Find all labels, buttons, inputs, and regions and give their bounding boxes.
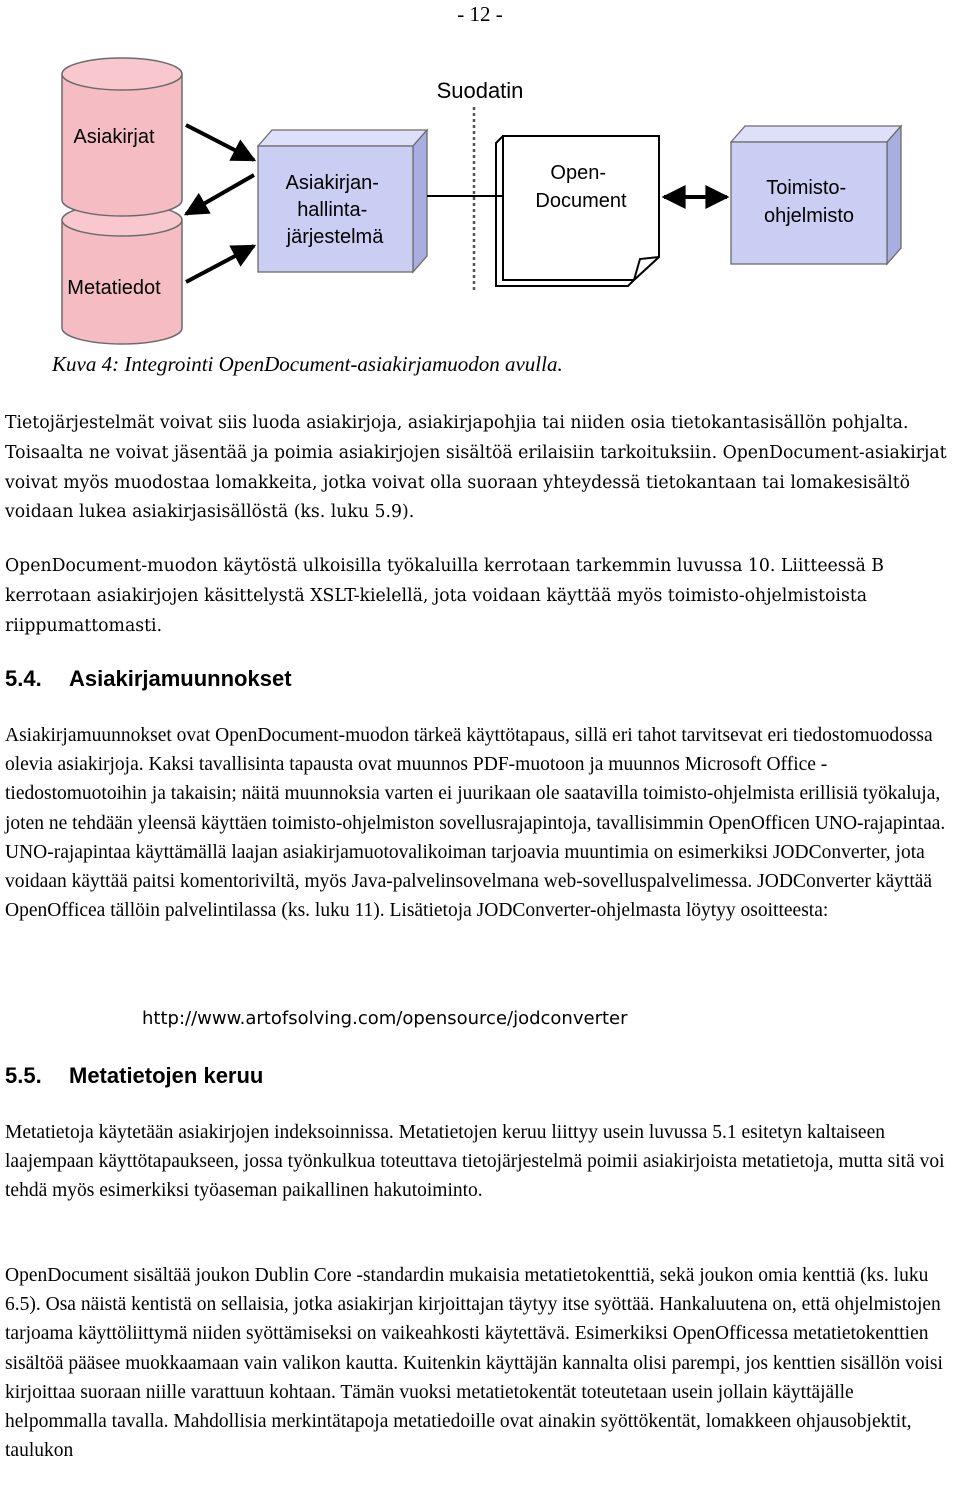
section-heading: [5, 666, 292, 692]
document-label: Open- Document: [535, 162, 627, 212]
cylinder-label-documents: Asiakirjat: [73, 126, 155, 148]
section-number: 5.4.: [5, 666, 42, 691]
figure-caption: Kuva 4: Integrointi OpenDocument-asiakirjamuodon avulla.: [52, 352, 563, 376]
cylinder-dms-arrows: [186, 125, 254, 282]
url-link[interactable]: http://www.artofsolving.com/opensource/jodconverter: [142, 1008, 628, 1029]
page-number: - 12 -: [457, 2, 503, 26]
integration-diagram: [0, 40, 960, 352]
paragraph: Asiakirjamuunnokset ovat OpenDocument-muodon tärkeä käyttötapaus, sillä eri tahot tarvitsevat eri tiedostomuodossa olevia asiakirjoja. Kaksi tavallisinta tapausta ovat muunnos PDF-muotoon ja muunnos Microsoft Office -tiedostomuotoihin ja takaisin; näitä muunnoksia varten ei juurikaan ole saatavilla toimisto-ohjelmista erillisiä työkaluja, joten ne tehdään yleensä käyttäen toimisto-ohjelmiston sovellusrajapintoja, tavallisimmin OpenOfficen UNO-rajapintaa. UNO-rajapintaa käyttämällä laajan asiakirjamuotovalikoiman tarjoavia muuntimia on esimerkiksi JODConverter, jota voidaan käyttää paitsi komentoriviltä, myös Java-palvelinsovelmana web-sovelluspalvelimessa. JODConverter käyttää OpenOfficea tällöin palvelintilassa (ks. luku 11). Lisätietoja JODConverter-ohjelmasta löytyy osoitteesta:: [5, 725, 946, 922]
section-title: Asiakirjamuunnokset: [69, 666, 292, 691]
paragraph: Metatietoja käytetään asiakirjojen indeksoinnissa. Metatietojen keruu liittyy usein luvussa 5.1 esitetyn kaltaiseen laajempaan käyttötapaukseen, jossa työnkulkua toteuttava tietojärjestelmä poimii asiakirjoista metatietoja, mutta sitä voi tehdä myös esimerkiksi työaseman paikallinen hakutoiminto.: [5, 1122, 945, 1202]
cylinder-label-metadata: Metatiedot: [67, 277, 161, 299]
paragraph: OpenDocument-muodon käytöstä ulkoisilla työkaluilla kerrotaan tarkemmin luvussa 10. Liitteessä B kerrotaan asiakirjojen käsittelystä XSLT-kielellä, jota voidaan käyttää myös toimisto-ohjelmistoista riippumattomasti.: [5, 556, 885, 636]
filter-label: Suodatin: [436, 78, 524, 103]
section-title: Metatietojen keruu: [69, 1063, 264, 1088]
metadata-database-icon: [62, 204, 182, 344]
section-number: 5.5.: [5, 1063, 42, 1088]
office-suite-label: Toimisto- ohjelmisto: [763, 177, 855, 227]
dms-label: Asiakirjan- hallinta- järjestelmä: [285, 172, 384, 248]
paragraph: Tietojärjestelmät voivat siis luoda asiakirjoja, asiakirjapohjia tai niiden osia tietokantasisällön pohjalta. Toisaalta ne voivat jäsentää ja poimia asiakirjojen sisältöä erilaisiin tarkoituksiin. OpenDocument-asiakirjat voivat myös muodostaa lomakkeita, jotka voivat olla suoraan yhteydessä tietokantaan tai lomakesisältö voidaan lukea asiakirjasisällöstä (ks. luku 5.9).: [5, 413, 947, 523]
section-heading: [5, 1063, 263, 1089]
paragraph: OpenDocument sisältää joukon Dublin Core -standardin mukaisia metatietokenttiä, sekä joukon omia kenttiä (ks. luku 6.5). Osa näistä kentistä on sellaisia, jotka asiakirjan kirjoittajan täytyy itse syöttää. Hankaluutena on, että ohjelmistojen tarjoama käyttöliittymä niiden syöttämiseksi on vaikeahkosti käytettävä. Esimerkiksi OpenOfficessa metatietokenttien sisältöä pääsee muokkaamaan vain valikon kautta. Kuitenkin käyttäjän kannalta olisi parempi, jos kenttien sisällön voisi kirjoittaa suoraan niille varattuun kohtaan. Tämän vuoksi metatietokentät toteutetaan usein jollain käyttäjälle helpommalla tavalla. Mahdollisia merkintätapoja metatiedoille ovat ainakin syöttökentät, lomakkeen ohjausobjektit, taulukon: [5, 1265, 943, 1462]
